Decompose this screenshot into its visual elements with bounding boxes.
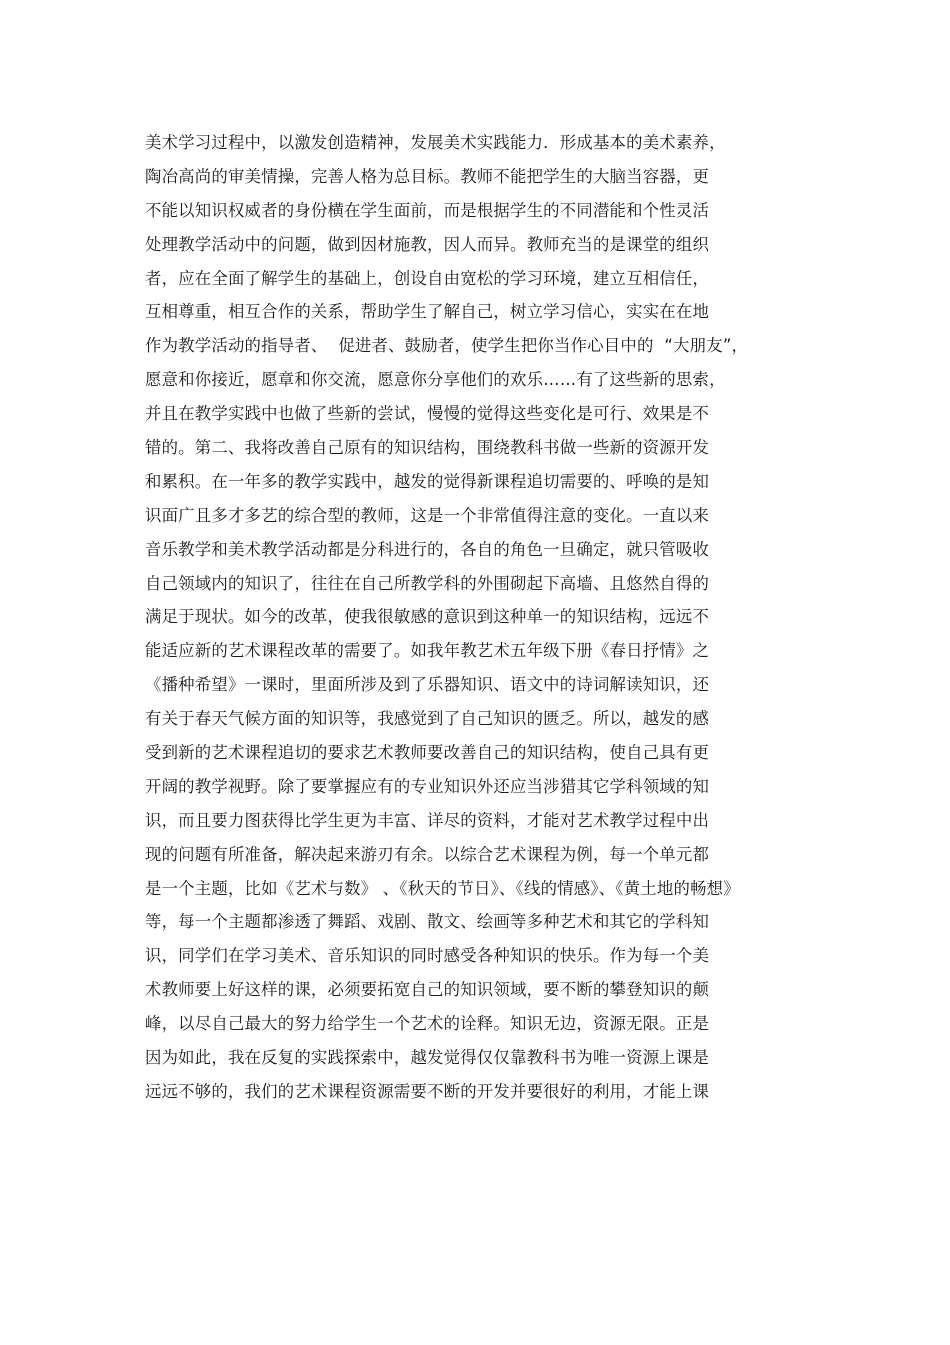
text-line: 并且在教学实践中也做了些新的尝试，慢慢的觉得这些变化是可行、效果是不 [145, 404, 710, 424]
text-line: 《播种希望》一课时，里面所涉及到了乐器知识、语文中的诗词解读知识，还 [145, 675, 710, 695]
text-line: 识，而且要力图获得比学生更为丰富、详尽的资料，才能对艺术教学过程中出 [145, 810, 710, 830]
text-line: 峰，以尽自己最大的努力给学生一个艺术的诠释。知识无边，资源无限。正是 [145, 1014, 710, 1034]
text-line: 作为教学活动的指导者、 促进者、鼓励者，使学生把你当作心目中的 “大朋友”， [145, 336, 749, 356]
text-line: 远远不够的，我们的艺术课程资源需要不断的开发并要很好的利用，才能上课 [145, 1081, 710, 1101]
text-line: 自己领域内的知识了，往往在自己所教学科的外围砌起下高墙、且悠然自得的 [145, 573, 710, 593]
text-line: 识，同学们在学习美术、音乐知识的同时感受各种知识的快乐。作为每一个美 [145, 946, 710, 966]
text-line: 识面广且多才多艺的综合型的教师，这是一个非常值得注意的变化。一直以来 [145, 505, 710, 525]
text-line: 愿意和你接近，愿章和你交流，愿意你分享他们的欢乐……有了这些新的思索， [145, 370, 726, 390]
text-line: 开阔的教学视野。除了要掌握应有的专业知识外还应当涉猎其它学科领域的知 [145, 776, 710, 796]
text-line: 满足于现状。如今的改革，使我很敏感的意识到这种单一的知识结构，远远不 [145, 607, 710, 627]
text-line: 等，每一个主题都渗透了舞蹈、戏剧、散文、绘画等多种艺术和其它的学科知 [145, 912, 710, 932]
text-line: 术教师要上好这样的课，必须要拓宽自己的知识领域，要不断的攀登知识的颠 [145, 980, 710, 1000]
text-line: 错的。第二、我将改善自己原有的知识结构，围绕教科书做一些新的资源开发 [145, 438, 710, 458]
text-line: 不能以知识权威者的身份横在学生面前，而是根据学生的不同潜能和个性灵活 [145, 200, 710, 220]
text-line: 陶冶高尚的审美情操，完善人格为总目标。教师不能把学生的大脑当容器，更 [145, 166, 710, 186]
text-line: 有关于春天气候方面的知识等，我感觉到了自己知识的匮乏。所以，越发的感 [145, 709, 710, 729]
text-line: 者，应在全面了解学生的基础上，创设自由宽松的学习环境，建立互相信任， [145, 268, 710, 288]
text-line: 美术学习过程中，以激发创造精神，发展美术实践能力．形成基本的美术素养， [145, 133, 726, 152]
text-line: 音乐教学和美术教学活动都是分科进行的，各自的角色一旦确定，就只管吸收 [145, 539, 710, 559]
text-line: 因为如此，我在反复的实践探索中，越发觉得仅仅靠教科书为唯一资源上课是 [145, 1048, 710, 1068]
text-line: 现的问题有所准备，解决起来游刃有余。以综合艺术课程为例，每一个单元都 [145, 844, 710, 864]
body-text [145, 126, 825, 1109]
text-line: 处理教学活动中的问题，做到因材施教，因人而异。教师充当的是课堂的组织 [145, 234, 710, 254]
text-line: 受到新的艺术课程追切的要求艺术教师要改善自己的知识结构，使自己具有更 [145, 743, 710, 763]
text-line: 能适应新的艺术课程改革的需要了。如我年教艺术五年级下册《春日抒情》之 [145, 641, 710, 661]
text-line: 互相尊重，相互合作的关系，帮助学生了解自己，树立学习信心，实实在在地 [145, 302, 710, 322]
text-line: 是一个主题，比如《艺术与数》 、《秋天的节日》、《线的情感》、《黄土地的畅想》 [145, 878, 740, 898]
text-line: 和累积。在一年多的教学实践中，越发的觉得新课程追切需要的、呼唤的是知 [145, 471, 710, 491]
